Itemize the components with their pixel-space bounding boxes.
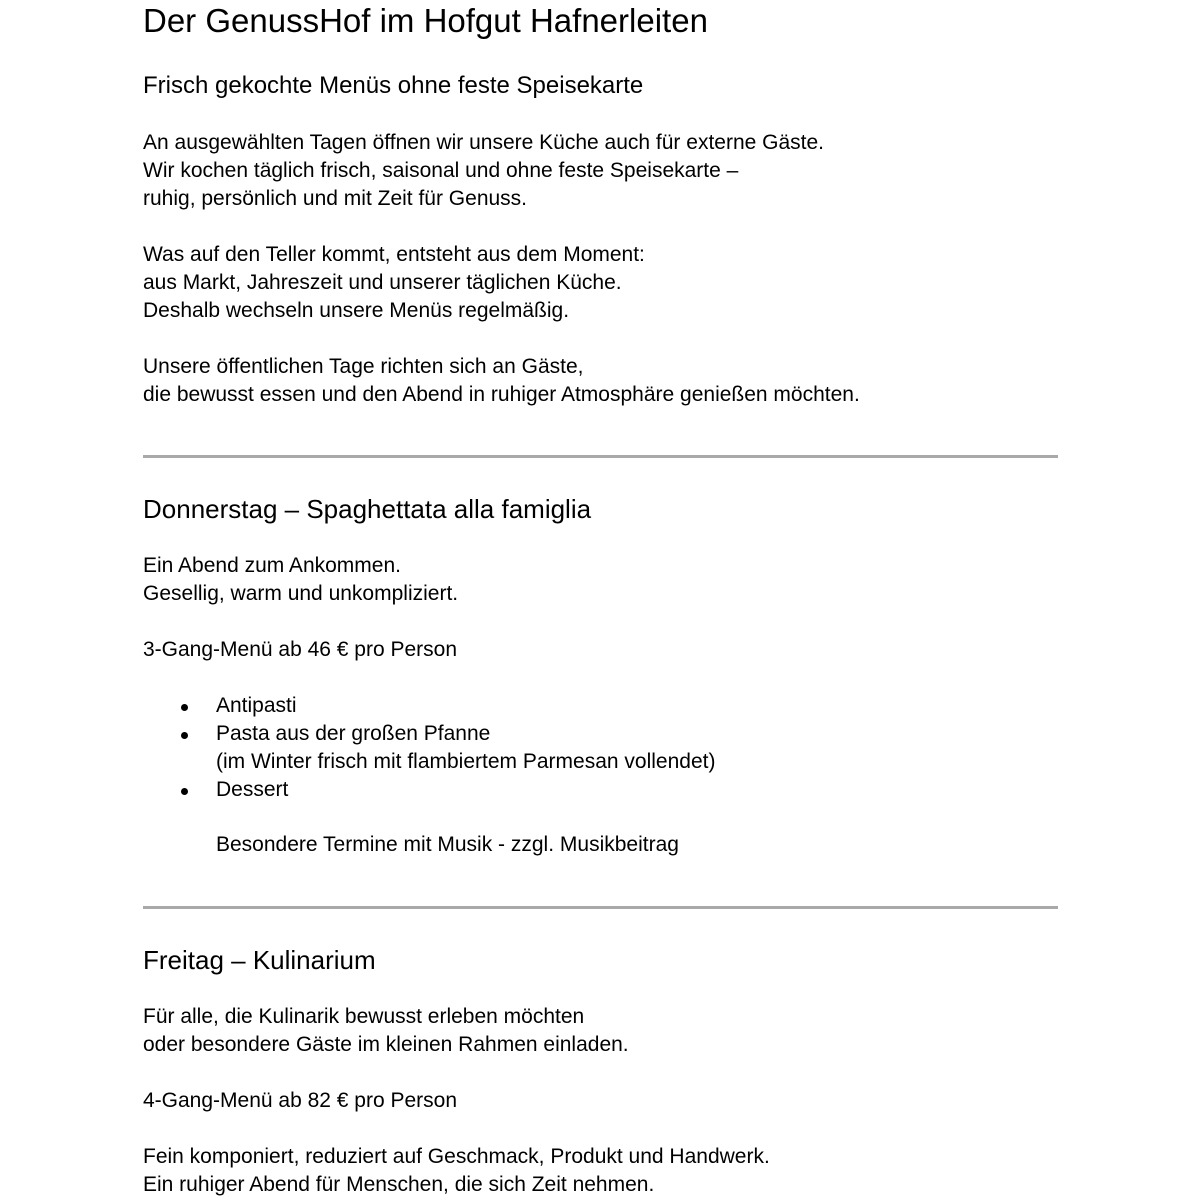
thursday-price: 3-Gang-Menü ab 46 € pro Person xyxy=(143,638,458,661)
intro-paragraph-3 xyxy=(143,353,860,409)
course-item-pasta: Pasta aus der großen Pfanne xyxy=(216,722,491,745)
friday-description xyxy=(143,1003,629,1059)
intro-line: aus Markt, Jahreszeit und unserer täglichen Küche. xyxy=(143,271,622,294)
friday-price: 4-Gang-Menü ab 82 € pro Person xyxy=(143,1089,458,1112)
thursday-music-note: Besondere Termine mit Musik - zzgl. Musikbeitrag xyxy=(216,833,679,856)
description-line: Gesellig, warm und unkompliziert. xyxy=(143,582,459,605)
thursday-description xyxy=(143,552,458,608)
intro-line: die bewusst essen und den Abend in ruhiger Atmosphäre genießen möchten. xyxy=(143,383,860,406)
bullet-dot xyxy=(181,732,188,739)
intro-paragraph-2 xyxy=(143,241,645,325)
intro-line: An ausgewählten Tagen öffnen wir unsere Küche auch für externe Gäste. xyxy=(143,131,825,154)
description-line: oder besondere Gäste im kleinen Rahmen einladen. xyxy=(143,1033,629,1056)
page-title: Der GenussHof im Hofgut Hafnerleiten xyxy=(143,2,708,39)
page-subtitle: Frisch gekochte Menüs ohne feste Speisekarte xyxy=(143,72,644,99)
intro-line: ruhig, persönlich und mit Zeit für Genuss. xyxy=(143,187,528,210)
intro-line: Was auf den Teller kommt, entsteht aus dem Moment: xyxy=(143,243,645,266)
bullet-dot xyxy=(181,704,188,711)
course-item-pasta-note: (im Winter frisch mit flambiertem Parmesan vollendet) xyxy=(216,750,716,773)
intro-line: Deshalb wechseln unsere Menüs regelmäßig. xyxy=(143,299,570,322)
course-item-antipasti: Antipasti xyxy=(216,694,297,717)
friday-heading: Freitag – Kulinarium xyxy=(143,945,376,975)
description-line: Ein Abend zum Ankommen. xyxy=(143,554,401,577)
friday-closing xyxy=(143,1143,770,1199)
section-divider xyxy=(143,906,1058,909)
bullet-dot xyxy=(181,788,188,795)
intro-line: Unsere öffentlichen Tage richten sich an Gäste, xyxy=(143,355,584,378)
closing-line: Ein ruhiger Abend für Menschen, die sich Zeit nehmen. xyxy=(143,1173,655,1196)
intro-paragraph-1 xyxy=(143,129,824,213)
intro-line: Wir kochen täglich frisch, saisonal und ohne feste Speisekarte – xyxy=(143,159,739,182)
course-item-dessert: Dessert xyxy=(216,778,289,801)
thursday-heading: Donnerstag – Spaghettata alla famiglia xyxy=(143,494,592,524)
description-line: Für alle, die Kulinarik bewusst erleben möchten xyxy=(143,1005,585,1028)
closing-line: Fein komponiert, reduziert auf Geschmack, Produkt und Handwerk. xyxy=(143,1145,770,1168)
section-divider xyxy=(143,455,1058,458)
